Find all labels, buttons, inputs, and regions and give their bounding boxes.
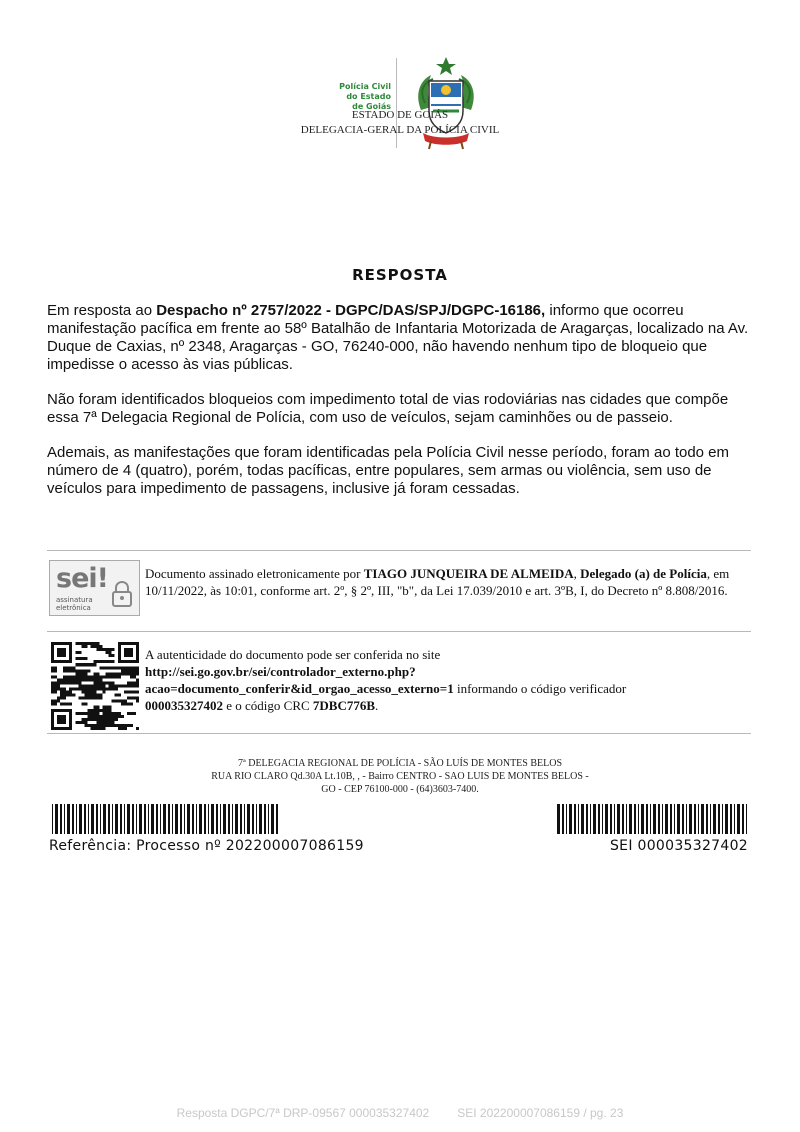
agency-name: DELEGACIA-GERAL DA POLÍCIA CIVIL: [300, 124, 500, 136]
paragraph-2: Não foram identificados bloqueios com impedimento total de vias rodoviárias nas cidades que compõe essa 7ª Delegacia Regional de Polícia, com uso de veículos, sejam caminhões ou de passeio.: [47, 391, 729, 426]
paragraph-1: Em resposta ao Despacho nº 2757/2022 - DGPC/DAS/SPJ/DGPC-16186, informo que ocorreu manifestação pacífica em frente ao 58º Batalhão de Infantaria Motorizada de Aragarças, localizado na Av. Duque de Caxias, nº 2348, Aragarças - GO, 76240-000, não havendo nenhum tipo de bloqueio que impedisse o acesso às vias públicas.: [47, 302, 749, 373]
crc-code: 7DBC776B: [312, 698, 376, 713]
authenticity-text: A autenticidade do documento pode ser conferida no site http://sei.go.gov.br/sei/controlador_externo.php? acao=documento_conferir&id_orgao_acesso_externo=1 informando o código verificador 000035327402 e o código CRC 7DBC776B.: [145, 647, 627, 713]
institution-header: [0, 108, 800, 138]
office-address: 7ª DELEGACIA REGIONAL DE POLÍCIA - SÃO LUÍS DE MONTES BELOS RUA RIO CLARO Qd.30A Lt.10B, , - Bairro CENTRO - SAO LUIS DE MONTES BELOS - GO - CEP 76100-000 - (64)3603-7400.: [211, 758, 589, 795]
signature-text: Documento assinado eletronicamente por TIAGO JUNQUEIRA DE ALMEIDA, Delegado (a) de Polícia, em 10/11/2022, às 10:01, conforme art. 2º, § 2º, III, "b", da Lei 17.039/2010 e art. 3ºB, I, do Decreto nº 8.808/2016.: [145, 566, 730, 598]
logo-line-1: Polícia Civil: [339, 82, 391, 91]
paragraph-3: Ademais, as manifestações que foram identificadas pela Polícia Civil nesse período, foram ao todo em número de 4 (quatro), porém, todas pacíficas, entre populares, sem armas ou violência, sem uso de veículos para impedimento de passagens, inclusive já foram cessadas.: [47, 444, 730, 497]
verification-url[interactable]: http://sei.go.gov.br/sei/controlador_externo.php?: [145, 664, 416, 679]
logo-line-3: de Goiás: [352, 102, 391, 111]
divider: [47, 733, 751, 734]
lock-icon: [111, 581, 133, 607]
despacho-reference: Despacho nº 2757/2022 - DGPC/DAS/SPJ/DGPC-16186,: [156, 302, 546, 319]
sei-signature-logo: sei! assinatura eletrônica: [49, 560, 140, 616]
verification-code: 000035327402: [145, 698, 223, 713]
qr-code-icon: [51, 642, 139, 730]
state-name: ESTADO DE GOIÁS: [351, 109, 449, 121]
document-title: RESPOSTA: [352, 266, 448, 284]
document-body: [47, 302, 757, 515]
document-barcode: [557, 804, 747, 834]
process-reference: Referência: Processo nº 202200007086159: [49, 838, 364, 854]
page-footer: Resposta DGPC/7ª DRP-09567 000035327402 SEI 202200007086159 / pg. 23: [176, 1106, 624, 1120]
electronic-signature-block: [47, 557, 751, 623]
divider: [47, 631, 751, 632]
signer-role: Delegado (a) de Polícia: [580, 566, 707, 581]
process-barcode: [52, 804, 280, 834]
logo-line-2: do Estado: [346, 92, 391, 101]
sei-reference: SEI 000035327402: [610, 838, 748, 854]
authenticity-block: [47, 638, 751, 724]
verification-url-params[interactable]: acao=documento_conferir&id_orgao_acesso_externo=1: [145, 681, 454, 696]
divider: [47, 550, 751, 551]
signer-name: TIAGO JUNQUEIRA DE ALMEIDA: [363, 566, 574, 581]
